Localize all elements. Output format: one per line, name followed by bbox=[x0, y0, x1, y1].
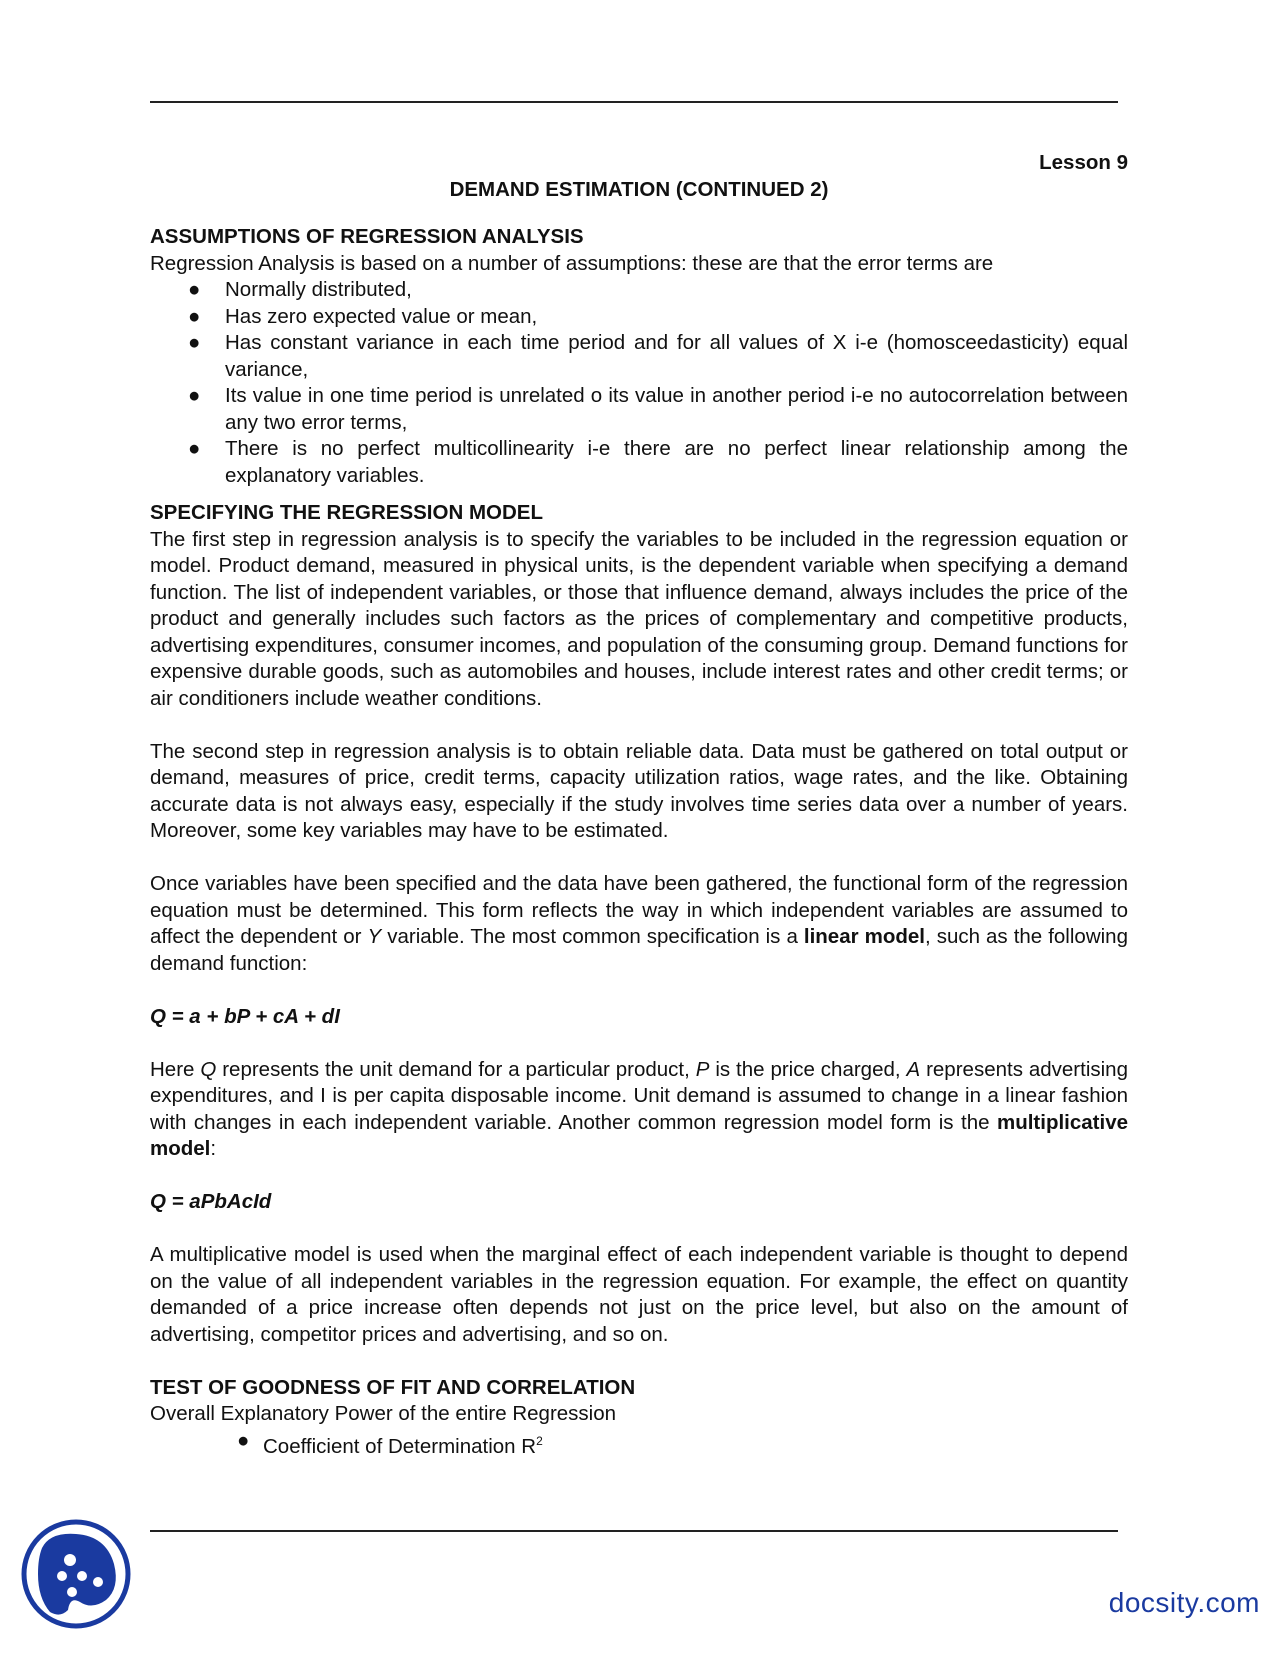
multiplicative-equation: Q = aPbAcId bbox=[150, 1190, 272, 1213]
bullet-icon: ● bbox=[188, 331, 201, 354]
list-item: ● Coefficient of Determination $R^2$ bbox=[237, 1428, 543, 1458]
list-item: ● There is no perfect multicollinearity i-e there are no perfect linear relationship among the explanatory variables. bbox=[188, 437, 1128, 487]
bullet-icon: ● bbox=[188, 437, 201, 460]
list-item: ● Has zero expected value or mean, bbox=[150, 304, 1128, 331]
goodness-subheading: Overall Explanatory Power of the entire Regression bbox=[150, 1402, 617, 1425]
docsity-brand-link[interactable]: docsity.com bbox=[1108, 1587, 1260, 1618]
section-heading-goodness-of-fit: TEST OF GOODNESS OF FIT AND CORRELATION bbox=[150, 1375, 636, 1399]
list-item: ● Its value in one time period is unrelated o its value in another period i-e no autocorrelation between any two error terms, bbox=[188, 384, 1128, 434]
paragraph-multiplicative: A multiplicative model is used when the marginal effect of each independent variable is thought to depend on the value of all independent variables in the regression equation. For example, the effect on quantity demanded of a price increase often depends not just on the price level, but also on the amount of advertising, competitor prices and advertising, and so on. bbox=[150, 1243, 1128, 1346]
bullet-icon: ● bbox=[237, 1428, 250, 1452]
top-divider bbox=[150, 101, 1118, 103]
bullet-icon: ● bbox=[188, 278, 201, 301]
paragraph-step-one: The first step in regression analysis is to specify the variables to be included in the regression equation or model. Product demand, measured in physical units, is the dependent variable when specifying a demand function. The list of independent variables, or those that influence demand, always includes the price of the product and generally includes such factors as the prices of complementary and competitive products, advertising expenditures, consumer incomes, and population of the consuming group. Demand functions for expensive durable goods, such as automobiles and houses, include interest rates and other credit terms; or air conditioners include weather conditions. bbox=[150, 527, 1128, 710]
lesson-number: Lesson 9 bbox=[1039, 151, 1128, 174]
section-heading-assumptions: ASSUMPTIONS OF REGRESSION ANALYSIS bbox=[150, 225, 584, 248]
page-title: DEMAND ESTIMATION (CONTINUED 2) bbox=[449, 177, 829, 201]
bottom-divider bbox=[150, 1530, 1118, 1532]
bullet-icon: ● bbox=[188, 304, 201, 328]
paragraph-step-two: The second step in regression analysis is to obtain reliable data. Data must be gathered on total output or demand, measures of price, credit terms, capacity utilization ratios, wage rates, and the like. Obtaining accurate data is not always easy, especially if the study involves time series data over a number of years. Moreover, some key variables may have to be estimated. bbox=[150, 739, 1128, 842]
page-content bbox=[150, 150, 1128, 1460]
paragraph-linear-explanation: Here Q represents the unit demand for a particular product, P is the price charged, A represents advertising expenditures, and I is per capita disposable income. Unit demand is assumed to change in a linear fashion with changes in each independent variable. Another common regression model form is the multiplicative model: bbox=[150, 1057, 1128, 1160]
bullet-icon: ● bbox=[188, 384, 201, 407]
assumptions-intro: Regression Analysis is based on a number of assumptions: these are that the error terms are bbox=[150, 251, 994, 275]
assumptions-list bbox=[150, 277, 1128, 489]
linear-equation: Q = a + bP + cA + dI bbox=[150, 1004, 340, 1028]
list-item: ● Normally distributed, bbox=[150, 277, 1128, 304]
paragraph-functional-form: Once variables have been specified and the data have been gathered, the functional form of the regression equation must be determined. This form reflects the way in which independent variables are assumed to affect the dependent or Y variable. The most common specification is a linear model, such as the following demand function: bbox=[150, 872, 1128, 975]
docsity-logo-icon[interactable] bbox=[20, 1518, 132, 1630]
list-item: ● Has constant variance in each time period and for all values of X i-e (homosceedasticity) equal variance, bbox=[188, 331, 1128, 381]
goodness-list bbox=[150, 1428, 1128, 1460]
section-heading-specifying: SPECIFYING THE REGRESSION MODEL bbox=[150, 501, 543, 524]
